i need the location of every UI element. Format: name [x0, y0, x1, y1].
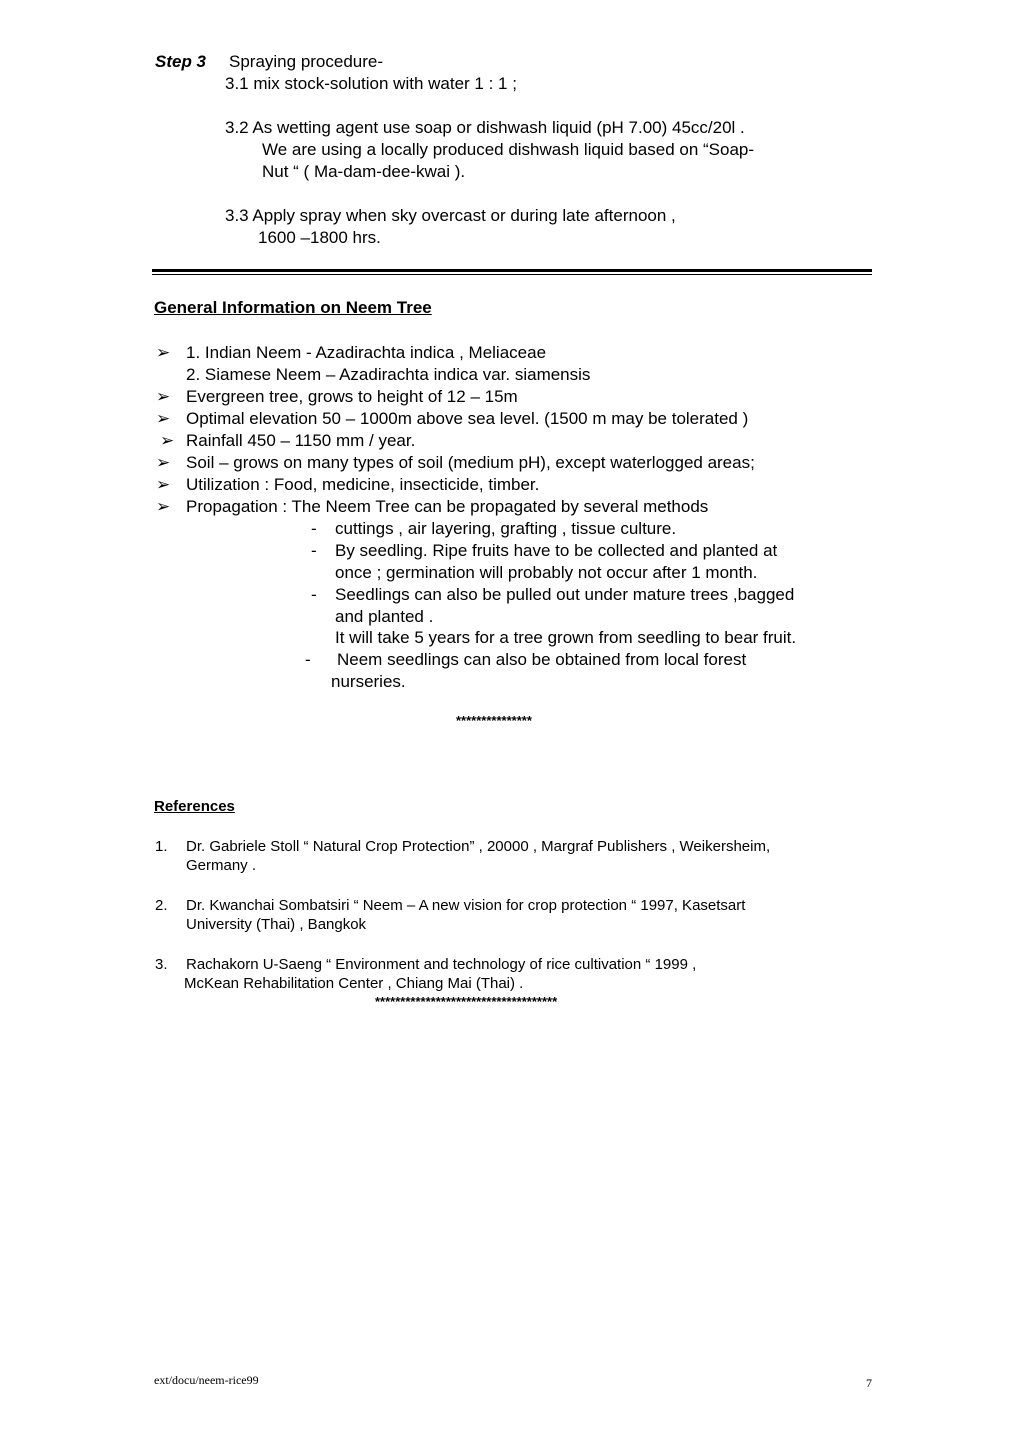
neem-type-2: 2. Siamese Neem – Azadirachta indica var. siamensis [186, 365, 591, 384]
info-elevation: Optimal elevation 50 – 1000m above sea level. (1500 m may be tolerated ) [186, 409, 749, 428]
step-3-1: 3.1 mix stock-solution with water 1 : 1 ; [225, 74, 517, 93]
arrow-bullet-icon: ➢ [156, 453, 171, 472]
method-pulled-line1: Seedlings can also be pulled out under mature trees ,bagged [335, 585, 795, 604]
step-3-3-line1: 3.3 Apply spray when sky overcast or during late afternoon , [225, 206, 676, 225]
ref-number: 2. [155, 897, 168, 914]
arrow-bullet-icon: ➢ [156, 497, 171, 516]
arrow-bullet-icon: ➢ [156, 343, 171, 362]
dash-marker: - [311, 585, 317, 604]
ref-2-line1: Dr. Kwanchai Sombatsiri “ Neem – A new vision for crop protection “ 1997, Kasetsart [186, 897, 746, 914]
ref-number: 1. [155, 838, 168, 855]
ref-3-line2: McKean Rehabilitation Center , Chiang Mai (Thai) . [184, 975, 524, 992]
info-rainfall: Rainfall 450 – 1150 mm / year. [186, 431, 416, 450]
footer-file-path: ext/docu/neem-rice99 [154, 1373, 259, 1387]
section-end-stars: *************** [456, 713, 532, 728]
ref-2-line2: University (Thai) , Bangkok [186, 916, 367, 933]
neem-type-1: 1. Indian Neem - Azadirachta indica , Meliaceae [186, 343, 547, 362]
ref-1-line1: Dr. Gabriele Stoll “ Natural Crop Protection” , 20000 , Margraf Publishers , Weikersheim, [186, 838, 771, 855]
step-3-2-line2: We are using a locally produced dishwash liquid based on “Soap- [262, 140, 755, 159]
step-3-2-line3: Nut “ ( Ma-dam-dee-kwai ). [262, 162, 466, 181]
step-label: Step 3 [155, 52, 207, 71]
step-3-2-line1: 3.2 As wetting agent use soap or dishwash liquid (pH 7.00) 45cc/20l . [225, 118, 745, 137]
arrow-bullet-icon: ➢ [156, 475, 171, 494]
references-end-stars: ************************************ [375, 994, 558, 1009]
section-divider-thick [152, 269, 872, 272]
page-number: 7 [866, 1376, 872, 1390]
ref-number: 3. [155, 956, 168, 973]
dash-marker: - [311, 541, 317, 560]
method-seedling-line2: once ; germination will probably not occur after 1 month. [335, 563, 758, 582]
arrow-bullet-icon: ➢ [156, 387, 171, 406]
step-title: Spraying procedure- [229, 52, 384, 71]
method-nursery-line2: nurseries. [331, 672, 406, 691]
info-evergreen: Evergreen tree, grows to height of 12 – 15m [186, 387, 518, 406]
method-pulled-line3: It will take 5 years for a tree grown from seedling to bear fruit. [335, 628, 797, 647]
references-heading: References [154, 798, 235, 815]
method-cuttings: cuttings , air layering, grafting , tissue culture. [335, 519, 677, 538]
method-seedling-line1: By seedling. Ripe fruits have to be collected and planted at [335, 541, 778, 560]
info-propagation: Propagation : The Neem Tree can be propagated by several methods [186, 497, 709, 516]
dash-marker: - [305, 650, 311, 669]
method-pulled-line2: and planted . [335, 607, 434, 626]
method-nursery-line1: Neem seedlings can also be obtained from local forest [337, 650, 747, 669]
arrow-bullet-icon: ➢ [156, 409, 171, 428]
step-3-3-line2: 1600 –1800 hrs. [258, 228, 381, 247]
ref-1-line2: Germany . [186, 857, 257, 874]
arrow-bullet-icon: ➢ [160, 431, 175, 450]
section-divider-thin [152, 274, 872, 275]
general-info-heading: General Information on Neem Tree [154, 298, 432, 317]
dash-marker: - [311, 519, 317, 538]
info-utilization: Utilization : Food, medicine, insecticide, timber. [186, 475, 540, 494]
ref-3-line1: Rachakorn U-Saeng “ Environment and technology of rice cultivation “ 1999 , [186, 956, 697, 973]
info-soil: Soil – grows on many types of soil (medium pH), except waterlogged areas; [186, 453, 755, 472]
